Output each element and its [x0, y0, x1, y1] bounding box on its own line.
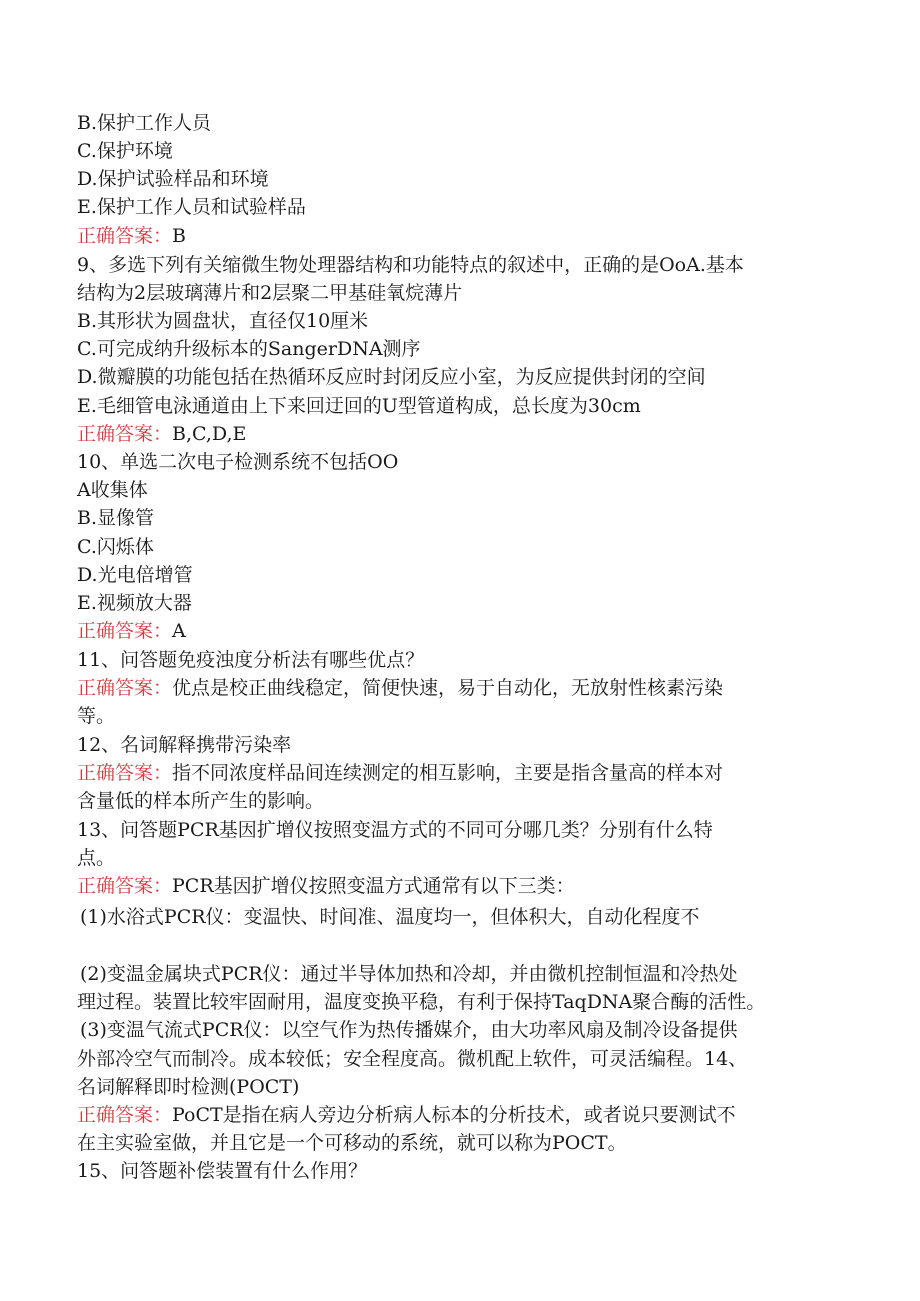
- answer-value: A: [172, 620, 186, 642]
- answer-label: 正确答案：: [77, 762, 173, 784]
- answer-label: 正确答案：: [77, 875, 173, 897]
- q10-option-e: E.视频放大器: [77, 592, 192, 614]
- q9-option-e: E.毛细管电泳通道由上下来回迂回的U型管道构成，总长度为30cm: [77, 395, 641, 417]
- q13-body-line-1: (1)水浴式PCR仪：变温快、时间准、温度均一，但体积大，自动化程度不: [80, 906, 700, 928]
- q11-stem: 11、问答题免疫浊度分析法有哪些优点？: [77, 649, 425, 671]
- answer-text: 指不同浓度样品间连续测定的相互影响，主要是指含量高的样本对: [172, 762, 724, 784]
- q9-stem-line-1: 9、多选下列有关缩微生物处理器结构和功能特点的叙述中，正确的是OoA.基本: [77, 254, 744, 276]
- q13-answer: [77, 872, 575, 900]
- q13-body-line-2: (2)变温金属块式PCR仪：通过半导体加热和冷却，并由微机控制恒温和冷热处: [80, 963, 738, 985]
- q13-stem-line-2: 点。: [77, 847, 116, 869]
- answer-label: 正确答案：: [77, 423, 173, 445]
- q9-option-b: B.其形状为圆盘状，直径仅10厘米: [77, 310, 369, 332]
- q10-stem: 10、单选二次电子检测系统不包括OO: [77, 451, 399, 473]
- q14-answer-cont: 在主实验室做，并且它是一个可移动的系统，就可以称为POCT。: [77, 1132, 627, 1154]
- answer-value: B: [172, 225, 186, 247]
- q13-body-line-5: 外部冷空气而制冷。成本较低；安全程度高。微机配上软件，可灵活编程。14、: [77, 1048, 748, 1070]
- q13-stem-line-1: 13、问答题PCR基因扩增仪按照变温方式的不同可分哪几类？分别有什么特: [77, 819, 713, 841]
- q8-option-d: D.保护试验样品和环境: [77, 168, 269, 190]
- q8-option-c: C.保护环境: [77, 140, 173, 162]
- q9-option-d: D.微瓣膜的功能包括在热循环反应时封闭反应小室，为反应提供封闭的空间: [77, 366, 706, 388]
- q11-answer-cont: 等。: [77, 705, 116, 727]
- q13-body-line-4: (3)变温气流式PCR仪：以空气作为热传播媒介，由大功率风扇及制冷设备提供: [80, 1019, 738, 1041]
- q9-answer: [77, 420, 246, 448]
- answer-label: 正确答案：: [77, 620, 173, 642]
- q15-stem: 15、问答题补偿装置有什么作用？: [77, 1160, 368, 1182]
- q9-stem-line-2: 结构为2层玻璃薄片和2层聚二甲基硅氧烷薄片: [77, 282, 463, 304]
- answer-text: PoCT是指在病人旁边分析病人标本的分析技术，或者说只要测试不: [172, 1104, 736, 1126]
- q10-option-c: C.闪烁体: [77, 536, 154, 558]
- q10-option-b: B.显像管: [77, 507, 155, 529]
- answer-label: 正确答案：: [77, 1104, 173, 1126]
- answer-value: B,C,D,E: [172, 423, 247, 445]
- q12-answer-cont: 含量低的样本所产生的影响。: [77, 790, 325, 812]
- q12-answer: [77, 759, 723, 787]
- q8-option-e: E.保护工作人员和试验样品: [77, 196, 306, 218]
- answer-label: 正确答案：: [77, 225, 173, 247]
- q10-option-d: D.光电倍增管: [77, 564, 193, 586]
- answer-label: 正确答案：: [77, 677, 173, 699]
- q14-stem: 名词解释即时检测(POCT): [77, 1076, 300, 1098]
- q8-answer: [77, 222, 186, 250]
- q10-answer: [77, 617, 186, 645]
- q9-option-c: C.可完成纳升级标本的SangerDNA测序: [77, 338, 421, 360]
- q10-option-a: A收集体: [77, 479, 148, 501]
- answer-text: 优点是校正曲线稳定，简便快速，易于自动化，无放射性核素污染: [172, 677, 724, 699]
- q13-body-line-3: 理过程。装置比较牢固耐用，温度变换平稳，有利于保持TaqDNA聚合酶的活性。: [77, 991, 766, 1013]
- q11-answer: [77, 674, 723, 702]
- q12-stem: 12、名词解释携带污染率: [77, 734, 292, 756]
- q8-option-b: B.保护工作人员: [77, 112, 212, 134]
- q14-answer: [77, 1101, 736, 1129]
- answer-text: PCR基因扩增仪按照变温方式通常有以下三类：: [172, 875, 575, 897]
